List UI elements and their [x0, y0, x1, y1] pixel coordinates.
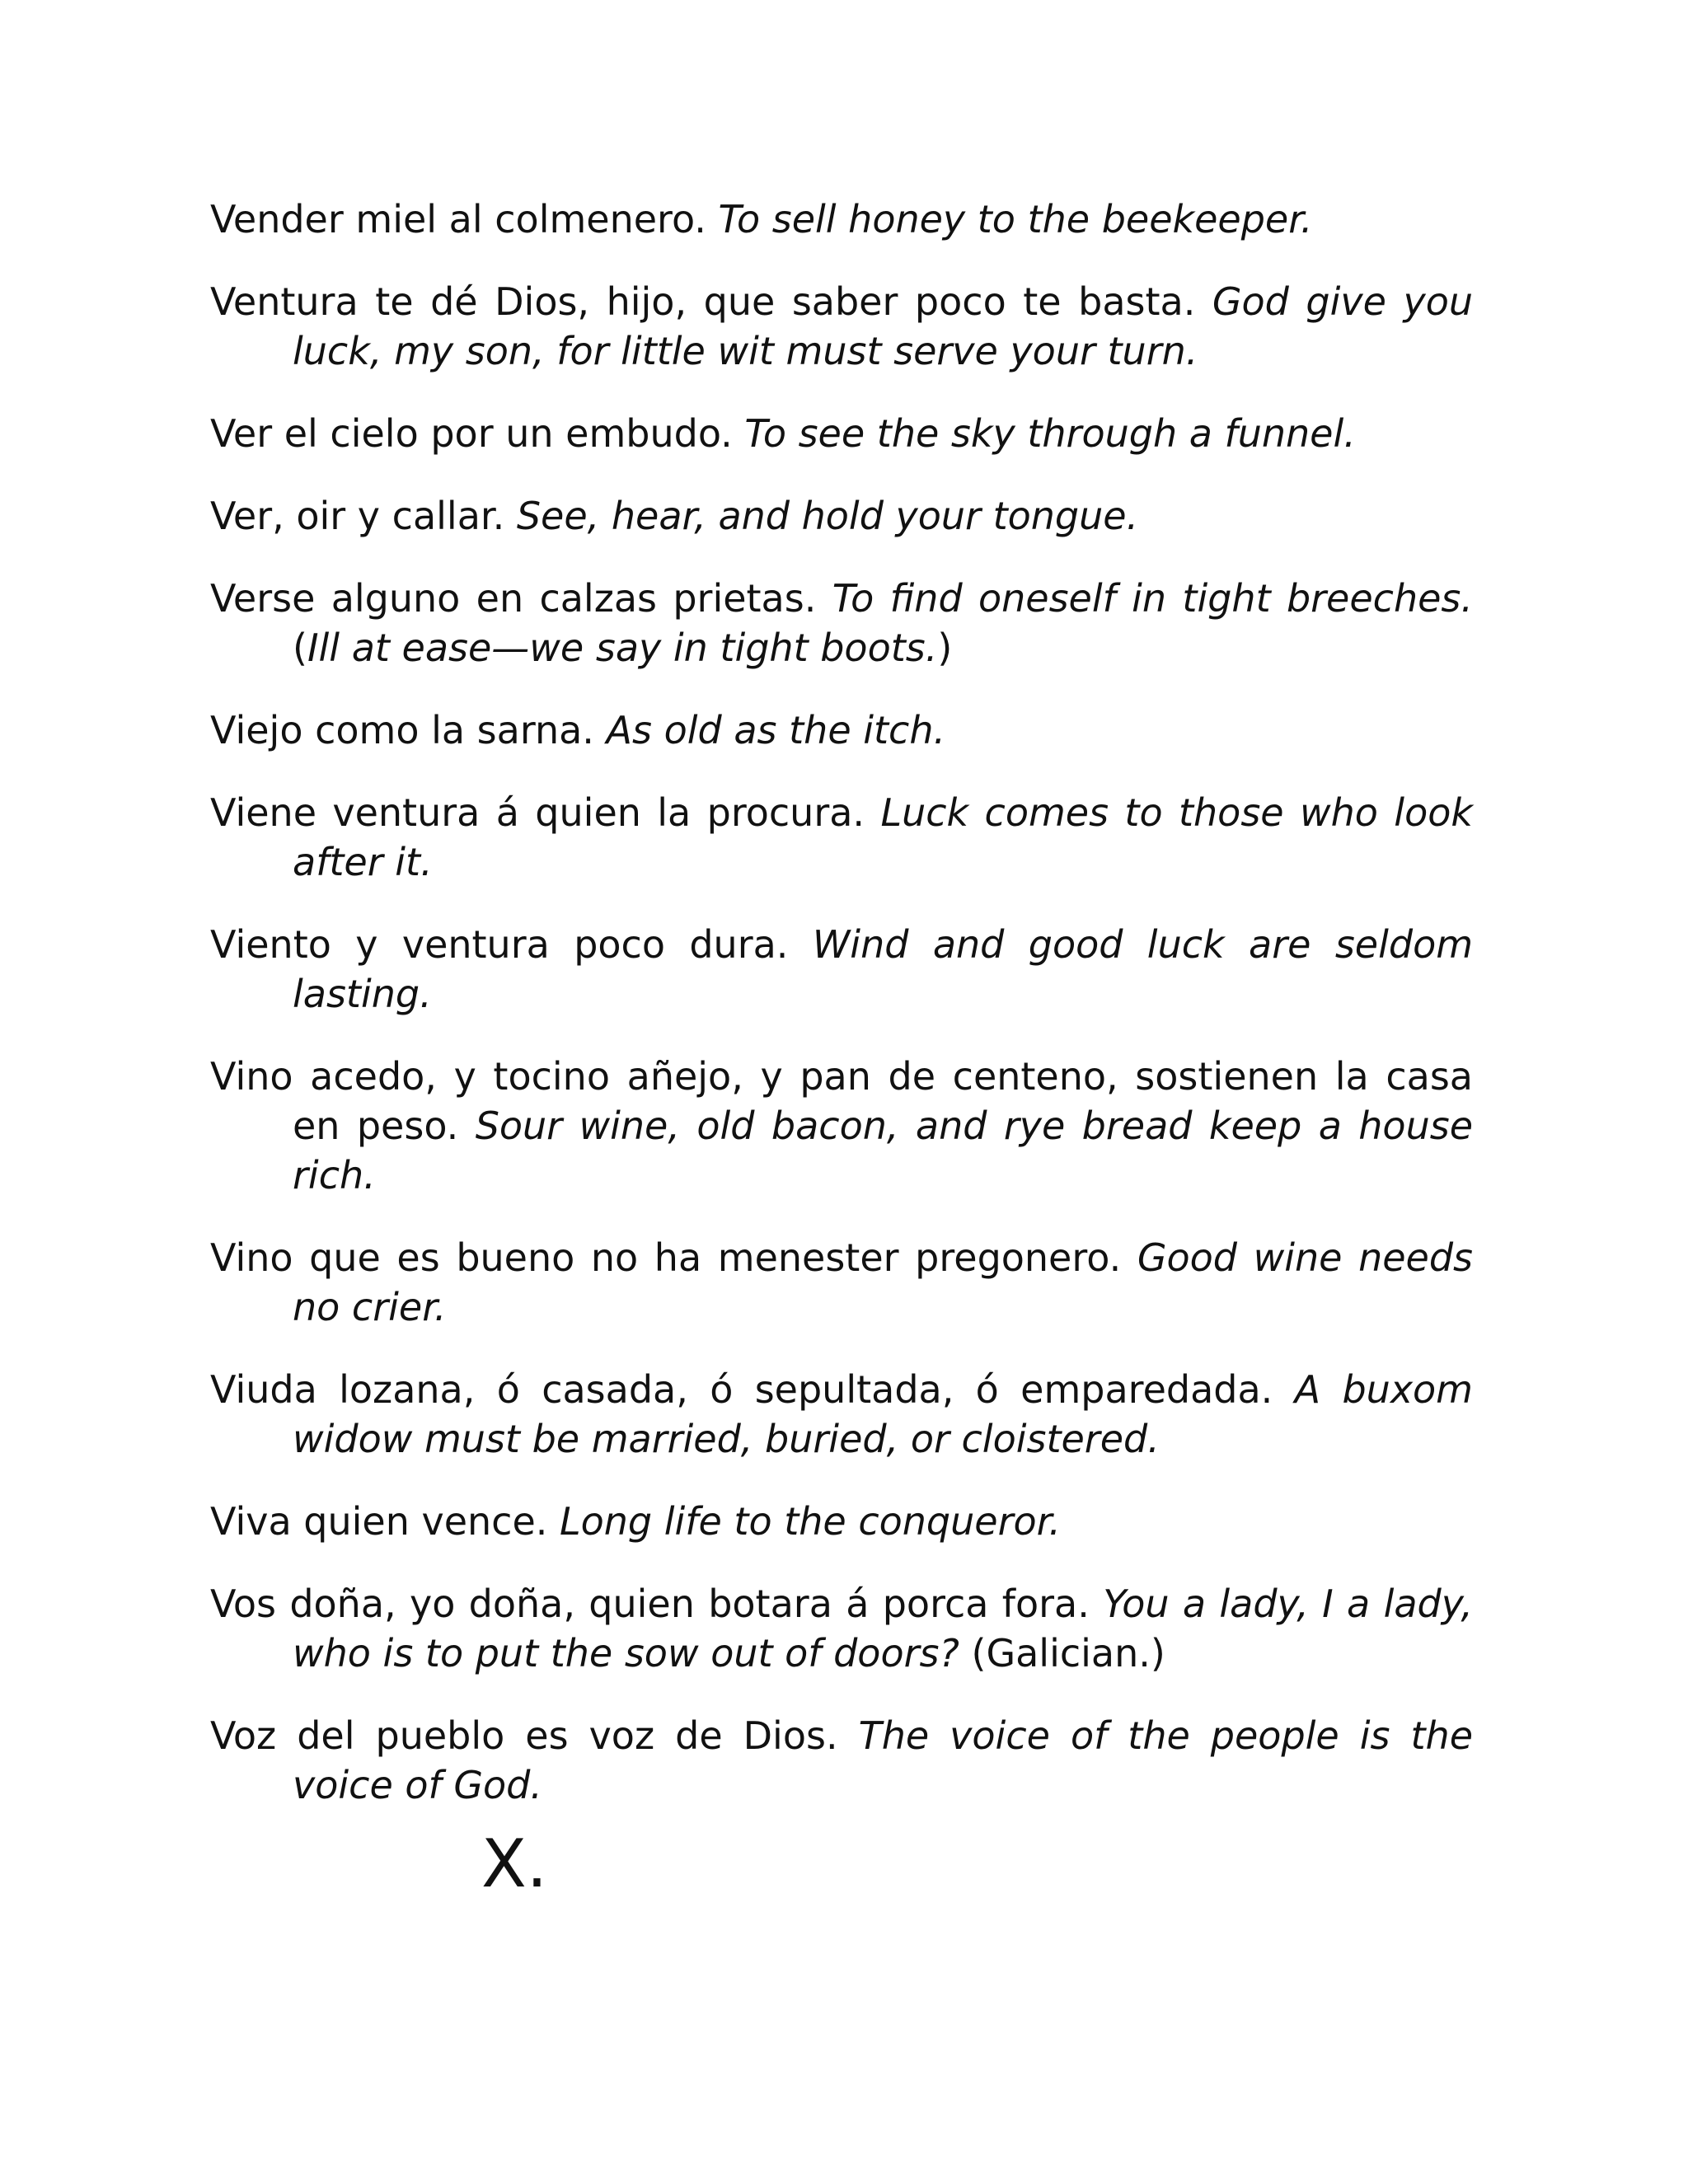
proverb-entry — [210, 788, 1473, 887]
proverb-entry — [210, 491, 1473, 541]
proverb-translation: The voice of the people is the voice of God. — [293, 1713, 1474, 1807]
proverb-spanish: Viva quien vence. — [210, 1499, 548, 1544]
proverb-entry — [210, 194, 1473, 244]
proverb-spanish: Viento y ventura poco dura. — [210, 922, 789, 967]
proverb-entry — [210, 1233, 1473, 1332]
proverb-entry — [210, 1579, 1473, 1678]
proverb-note: Ill at ease—we say in tight boots. — [307, 626, 938, 670]
proverb-entry — [210, 1711, 1473, 1810]
proverb-spanish: Viene ventura á quien la procura. — [210, 790, 865, 835]
proverb-note-open: ( — [293, 626, 307, 670]
proverb-translation: Luck comes to those who look after it. — [293, 790, 1473, 884]
proverb-translation: Long life to the conqueror. — [560, 1499, 1061, 1544]
proverb-entry — [210, 409, 1473, 458]
proverb-spanish: Ventura te dé Dios, hijo, que saber poco te basta. — [210, 279, 1196, 324]
proverb-spanish: Viejo como la sarna. — [210, 708, 594, 752]
proverb-spanish: Vino que es bueno no ha menester pregonero. — [210, 1235, 1122, 1280]
proverb-translation: Sour wine, old bacon, and rye bread keep a house rich. — [293, 1104, 1474, 1197]
section-heading: X. — [481, 1825, 548, 1902]
proverb-translation: To find oneself in tight breeches. — [832, 576, 1473, 621]
proverb-translation: Good wine needs no crier. — [293, 1235, 1474, 1329]
proverb-translation: Wind and good luck are seldom lasting. — [293, 922, 1474, 1016]
proverb-translation: A buxom widow must be married, buried, or cloistered. — [293, 1367, 1473, 1461]
proverb-entry — [210, 1052, 1473, 1200]
proverb-entry — [210, 705, 1473, 755]
proverb-translation: To sell honey to the beekeeper. — [718, 197, 1313, 241]
proverb-entry — [210, 574, 1473, 673]
proverb-spanish: Vender miel al colmenero. — [210, 197, 706, 241]
proverb-translation: To see the sky through a funnel. — [744, 411, 1356, 456]
proverb-translation: You a lady, I a lady, who is to put the sow out of doors? — [293, 1582, 1474, 1675]
proverb-translation: God give you luck, my son, for little wit must serve your turn. — [293, 279, 1473, 373]
proverb-spanish: Vino acedo, y tocino añejo, y pan de centeno, sostienen la casa en peso. — [210, 1054, 1473, 1148]
proverb-spanish: Verse alguno en calzas prietas. — [210, 576, 817, 621]
proverb-entry — [210, 277, 1473, 376]
proverb-entry — [210, 920, 1473, 1019]
proverb-entry — [210, 1365, 1473, 1464]
proverb-spanish: Ver el cielo por un embudo. — [210, 411, 733, 456]
proverb-list — [210, 194, 1473, 1843]
proverb-entry — [210, 1497, 1473, 1546]
proverb-note: (Galician.) — [971, 1631, 1165, 1675]
proverb-translation: See, hear, and hold your tongue. — [516, 494, 1139, 538]
proverb-spanish: Vos doña, yo doña, quien botara á porca fora. — [210, 1582, 1090, 1626]
proverb-spanish: Viuda lozana, ó casada, ó sepultada, ó emparedada. — [210, 1367, 1273, 1412]
proverb-spanish: Voz del pueblo es voz de Dios. — [210, 1713, 838, 1758]
proverb-spanish: Ver, oir y callar. — [210, 494, 505, 538]
proverb-translation: As old as the itch. — [606, 708, 946, 752]
proverb-note-close: ) — [937, 626, 953, 670]
